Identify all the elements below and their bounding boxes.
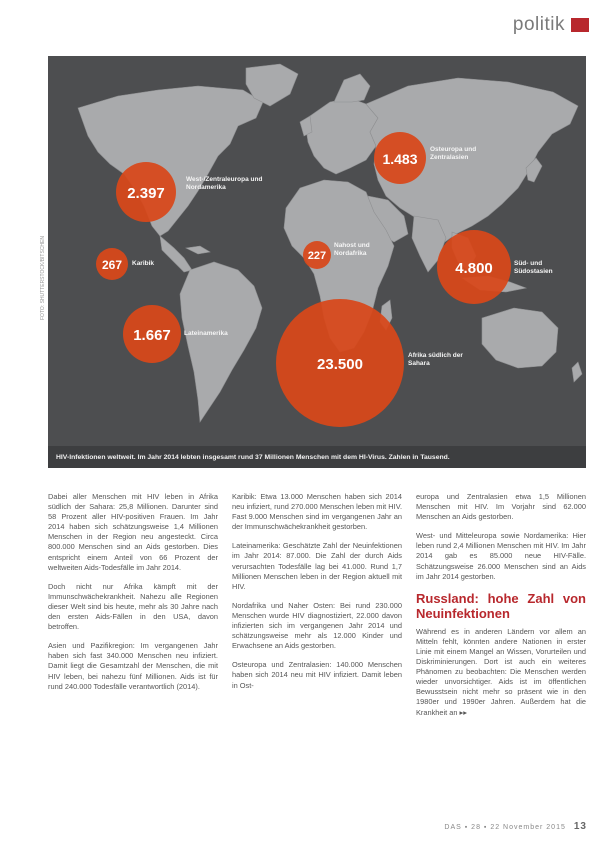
- label-eastern-europe-central-asia: Osteuropa und Zentralasien: [430, 146, 477, 161]
- page-footer: [444, 821, 587, 832]
- label-caribbean: Karibik: [132, 260, 155, 267]
- photo-credit: FOTO: SHUTTERSTOCK/BITSCHEN: [40, 236, 46, 320]
- paragraph: europa und Zentralasien etwa 1,5 Millionen Menschen mit HIV. Im Vorjahr sind 62.000 Menschen an Aids gestorben.: [416, 492, 586, 522]
- label-sub-saharan-africa: Afrika südlich der Sahara: [408, 352, 463, 367]
- section-color-block: [571, 18, 589, 32]
- bubble-value-south-asia: 4.800: [455, 260, 493, 277]
- bubble-value-west-europe: 2.397: [127, 185, 165, 202]
- bubble-value-latin-america: 1.667: [133, 327, 171, 344]
- world-map-graphic: [48, 56, 586, 468]
- paragraph: Karibik: Etwa 13.000 Menschen haben sich 2014 neu infiziert, rund 270.000 Menschen leben mit HIV. Fast 9.000 Menschen sind im vergangenen Jahr an der Immunschwächekrankheit gestorben.: [232, 492, 402, 532]
- section-tag: [513, 14, 589, 36]
- paragraph: Dabei aller Menschen mit HIV leben in Afrika südlich der Sahara: 25,8 Millionen. Darunter sind 58 Prozent aller HIV-positiven Frauen. Im Jahr 2014 haben sich schätzungsweise 1,4 Millionen Menschen in der Region neu angesteckt. Circa 800.000 Menschen sind an Aids gestorben. Dies entspricht einem Anteil von 66 Prozent der weltweiten Aids-Todesfälle im Jahr 2014.: [48, 492, 218, 572]
- page-number: 13: [573, 821, 587, 832]
- paragraph: Doch nicht nur Afrika kämpft mit der Immunschwächekrankheit. Nahezu alle Regionen dieser Welt sind bis heute, mehr als 30 Jahre nach den ersten Aids-Fällen in den USA, davon betroffen.: [48, 581, 218, 632]
- label-middle-east-north-africa: Nahost und Nordafrika: [334, 242, 370, 257]
- bubble-value-caribbean: 267: [101, 258, 123, 272]
- bubble-value-sub-saharan-africa: 23.500: [317, 356, 363, 373]
- label-west-europe-north-america: West-/Zentraleuropa und Nordamerika: [186, 176, 263, 191]
- article-body: [48, 492, 586, 822]
- article-column-2: [232, 492, 402, 822]
- paragraph: Asien und Pazifikregion: Im vergangenen Jahr haben sich fast 340.000 Menschen neu infiziert. Damit liegt die Gesamtzahl der Menschen, die mit HIV leben, bei nahezu fünf Millionen. Aids ist für rund 240.000 Todesfälle verantwortlich (2014).: [48, 641, 218, 691]
- paragraph: Während es in anderen Ländern vor allem an Mitteln fehlt, könnten andere Nationen in erster Linie mit einem Mangel an Wissen, Vorurteilen und Diskriminierungen. Dort ist auch ein weiteres Phänomen zu beobachten: Die Menschen werden wieder unvorsichtiger. Aids ist im öffentlichen Bewusstsein nicht mehr so präsent wie in den 1980er und 1990er Jahren. Außerdem hat die Krankheit an ▸▸: [416, 626, 586, 717]
- map-caption-text: HIV-Infektionen weltweit. Im Jahr 2014 lebten insgesamt rund 37 Millionen Menschen mit dem HI-Virus. Zahlen in Tausend.: [56, 453, 450, 461]
- world-map: [48, 56, 586, 468]
- section-name: politik: [512, 14, 565, 35]
- article-column-3: [416, 492, 586, 822]
- bubble-value-eastern-europe: 1.483: [382, 151, 418, 167]
- paragraph: Nordafrika und Naher Osten: Bei rund 230.000 Menschen wurde HIV diagnostiziert, 22.000 davon infizierten sich im vergangenen Jahr 2014 und schätzungsweise mehr als 12.000 Kinder und Erwachsene an Aids gestorben.: [232, 600, 402, 651]
- bubble-value-middle-east: 227: [307, 250, 327, 262]
- issue-info: DAS ▪ 28 ▪ 22 November 2015: [444, 824, 566, 831]
- article-column-1: [48, 492, 218, 822]
- map-caption: [48, 446, 586, 468]
- paragraph: West- und Mitteleuropa sowie Nordamerika: Hier leben rund 2,4 Millionen Menschen mit HIV. Im Jahr 2014 gab es 85.000 neue HIV-Fälle. Schätzungsweise 26.000 Menschen sind an Aids im Jahr 2014 gestorben.: [416, 531, 586, 581]
- subheading: Russland: hohe Zahl von Neuinfektionen: [416, 590, 586, 621]
- label-latin-america: Lateinamerika: [184, 330, 228, 337]
- paragraph: Osteuropa und Zentralasien: 140.000 Menschen haben sich 2014 neu mit HIV infiziert. Damit leben in Ost-: [232, 660, 402, 690]
- label-south-southeast-asia: Süd- und Südostasien: [514, 260, 553, 275]
- paragraph: Lateinamerika: Geschätzte Zahl der Neuinfektionen im Jahr 2014: 87.000. Die Zahl der durch Aids verursachten Todesfälle lag bei 41.000. Rund 1,7 Millionen Menschen leben in der Region aktuell mit HIV.: [232, 541, 402, 591]
